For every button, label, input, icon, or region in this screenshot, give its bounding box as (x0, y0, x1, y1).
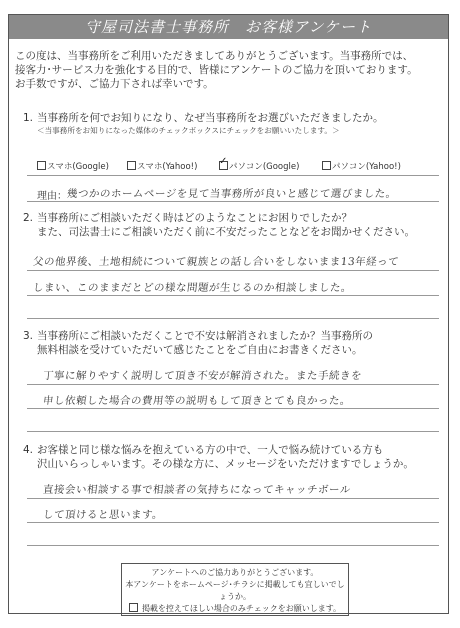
option-smartphone-google[interactable] (37, 160, 109, 172)
q4-handwritten-answer-line-1: 直接会い相談する事で相談者の気持ちになってキャッチボール (42, 484, 352, 496)
question-text: 当事務所にご相談いただくことで不安は解消されましたか？当事務所の (37, 330, 373, 342)
option-label: パソコン(Yahoo!) (332, 162, 401, 172)
optout-checkbox[interactable] (129, 603, 138, 612)
intro-line: この度は、当事務所をご利用いただきましてありがとうございます。当事務所では、 (15, 50, 414, 62)
question-number: 4. (23, 444, 34, 456)
option-smartphone-yahoo[interactable] (127, 160, 197, 172)
option-pc-yahoo[interactable] (322, 160, 401, 172)
q1-handwritten-answer: 幾つかのホームページを見て当事務所が良いと感じて選びました。 (66, 188, 398, 200)
divider (27, 175, 439, 176)
question-text: お客様と同じ様な悩みを抱えている方の中で、一人で悩み続けている方も (37, 444, 384, 456)
optout-row[interactable] (122, 603, 348, 615)
question-1-note: ＜当事務所をお知りになった媒体のチェックボックスにチェックをお願いいたします。＞ (37, 126, 340, 135)
intro-line: お手数ですが、ご協力下されば幸いです。 (15, 78, 214, 90)
checkbox[interactable] (322, 161, 331, 170)
question-1 (23, 111, 384, 125)
answer-line (27, 522, 439, 523)
optout-label: 掲載を控えてほしい場合のみチェックをお願いします。 (141, 604, 342, 613)
question-3 (23, 329, 373, 357)
question-text: 当事務所にご相談いただく時はどのようなことにお困りでしたか？ (37, 212, 352, 224)
checkbox-checked[interactable] (219, 161, 228, 170)
intro-line: 接客力･サービス力を強化する目的で、皆様にアンケートのご協力を頂いております。 (15, 64, 418, 76)
answer-line (27, 201, 439, 202)
q2-handwritten-answer-line-2: しまい、このままだとどの様な問題が生じるのか相談しました。 (32, 282, 353, 294)
footer-text: 本アンケートをホームページ･チラシに掲載しても宜しいでしょうか。 (125, 580, 345, 601)
question-4 (23, 443, 414, 471)
q3-handwritten-answer-line-2: 申し依頼した場合の費用等の説明もして頂きとても良かった。 (42, 395, 352, 407)
answer-line (27, 270, 439, 271)
survey-sheet (8, 14, 449, 614)
survey-title: 守屋司法書士事務所 お客様アンケート (9, 15, 448, 39)
q4-handwritten-answer-line-2: して頂けると思います。 (42, 509, 164, 521)
option-pc-google[interactable] (219, 160, 299, 172)
publication-consent-box (121, 563, 349, 616)
question-number: 1. (23, 112, 34, 124)
question-number: 2. (23, 212, 34, 224)
question-text: また、司法書士にご相談いただく前に不安だったことなどをお聞かせください。 (37, 226, 415, 238)
checkbox[interactable] (37, 161, 46, 170)
q2-handwritten-answer-line-1: 父の他界後、土地相続について親族との話し合いをしないまま13年経って (32, 256, 400, 268)
option-label: スマホ(Yahoo!) (137, 162, 198, 172)
answer-line (27, 295, 439, 296)
question-2 (23, 211, 415, 239)
question-text: 無料相談を受けていただいて感じたことをご自由にお書きください。 (37, 344, 363, 356)
answer-line (27, 498, 439, 499)
checkbox[interactable] (127, 161, 136, 170)
reason-label: 理由： (37, 191, 67, 202)
option-label: パソコン(Google) (229, 162, 300, 172)
answer-line (27, 384, 439, 385)
answer-line (27, 318, 439, 319)
answer-line (27, 431, 439, 432)
question-text: 当事務所を何でお知りになり、なぜ当事務所をお選びいただきましたか。 (37, 112, 384, 124)
footer-text: アンケートへのご協力ありがとうございます。 (151, 568, 319, 577)
option-label: スマホ(Google) (47, 162, 109, 172)
intro-text (15, 49, 445, 91)
question-number: 3. (23, 330, 34, 342)
question-text: 沢山いらっしゃいます。その様な方に、メッセージをいただけますでしょうか。 (37, 458, 414, 470)
q3-handwritten-answer-line-1: 丁寧に解りやすく説明して頂き不安が解消された。また手続きを (42, 370, 363, 382)
answer-line (27, 545, 439, 546)
answer-line (27, 408, 439, 409)
